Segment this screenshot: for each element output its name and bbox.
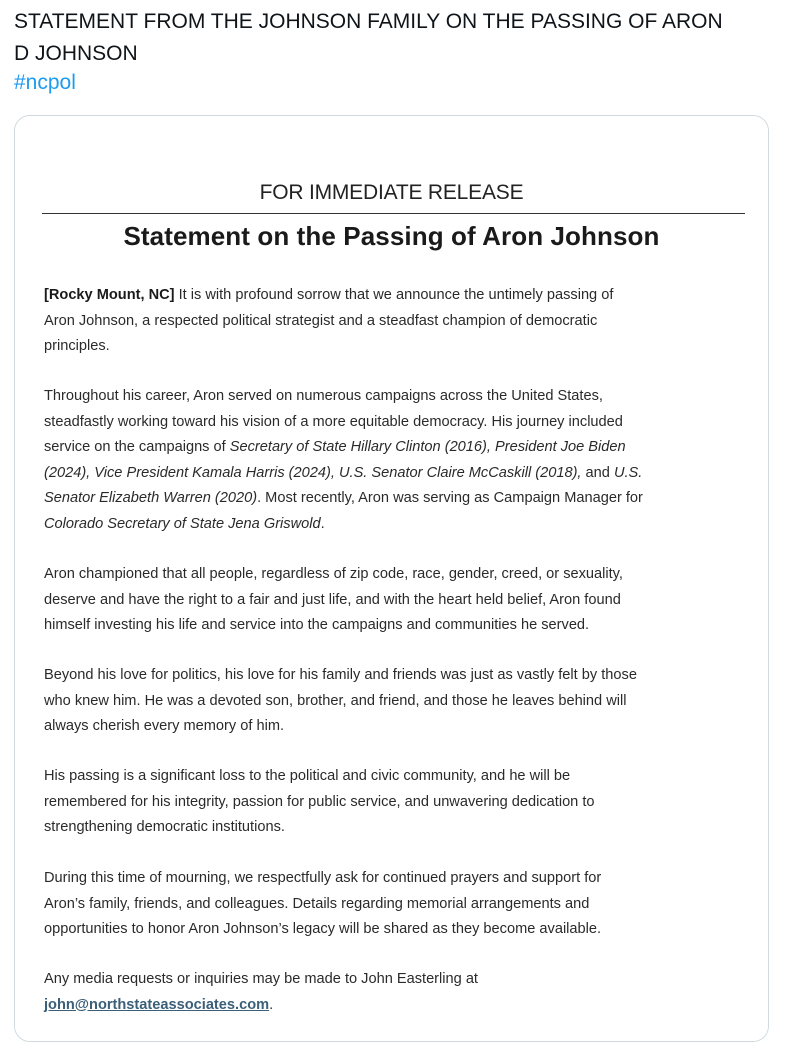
hashtag-link[interactable]: #ncpol — [14, 71, 76, 94]
document-title: Statement on the Passing of Aron Johnson — [123, 221, 660, 251]
paragraph-family: Beyond his love for politics, his love for his family and friends was just as vastly felt by those who knew him. He was a devoted son, brother, and friend, and those he leaves behind will always cherish every memory of him. — [44, 667, 637, 734]
contact-email-link[interactable]: john@northstateassociates.com — [44, 996, 270, 1013]
press-release-document — [15, 116, 768, 1041]
paragraph-media-contact: Any media requests or inquiries may be made to John Easterling at john@northstateassociates.com. — [44, 971, 478, 1013]
tweet-image-card[interactable] — [14, 115, 769, 1042]
paragraph-legacy: His passing is a significant loss to the political and civic community, and he will be remembered for his integrity, passion for public service, and unwavering dedication to strengthening democratic institutions. — [44, 768, 595, 835]
divider — [42, 213, 745, 214]
location-dateline: [Rocky Mount, NC] — [44, 287, 175, 303]
paragraph-intro: [Rocky Mount, NC] It is with profound sorrow that we announce the untimely passing of Aron Johnson, a respected political strategist and a steadfast champion of democratic principles. — [44, 287, 614, 354]
paragraph-values: Aron championed that all people, regardless of zip code, race, gender, creed, or sexuality, deserve and have the right to a fair and just life, and with the heart held belief, Aron found himself investing his life and service into the campaigns and communities he served. — [44, 566, 623, 633]
paragraph-career: Throughout his career, Aron served on numerous campaigns across the United States, steadfastly working toward his vision of a more equitable democracy. His journey included service on the campaigns of Secretary of State Hillary Clinton (2016), President Joe Biden (2024), Vice President Kamala Harris (2024), U.S. Senator Claire McCaskill (2018), and U.S. Senator Elizabeth Warren (2020). Most recently, Aron was serving as Campaign Manager for Colorado Secretary of State Jena Griswold. — [44, 388, 643, 532]
paragraph-mourning: During this time of mourning, we respectfully ask for continued prayers and support for Aron’s family, friends, and colleagues. Details regarding memorial arrangements and opportunities to honor Aron Johnson’s legacy will be shared as they become available. — [44, 870, 602, 937]
release-label: FOR IMMEDIATE RELEASE — [259, 181, 524, 204]
tweet-text-line: STATEMENT FROM THE JOHNSON FAMILY ON THE PASSING OF ARON — [14, 10, 723, 33]
tweet-text — [14, 6, 784, 70]
tweet-text-line: D JOHNSON — [14, 42, 138, 65]
